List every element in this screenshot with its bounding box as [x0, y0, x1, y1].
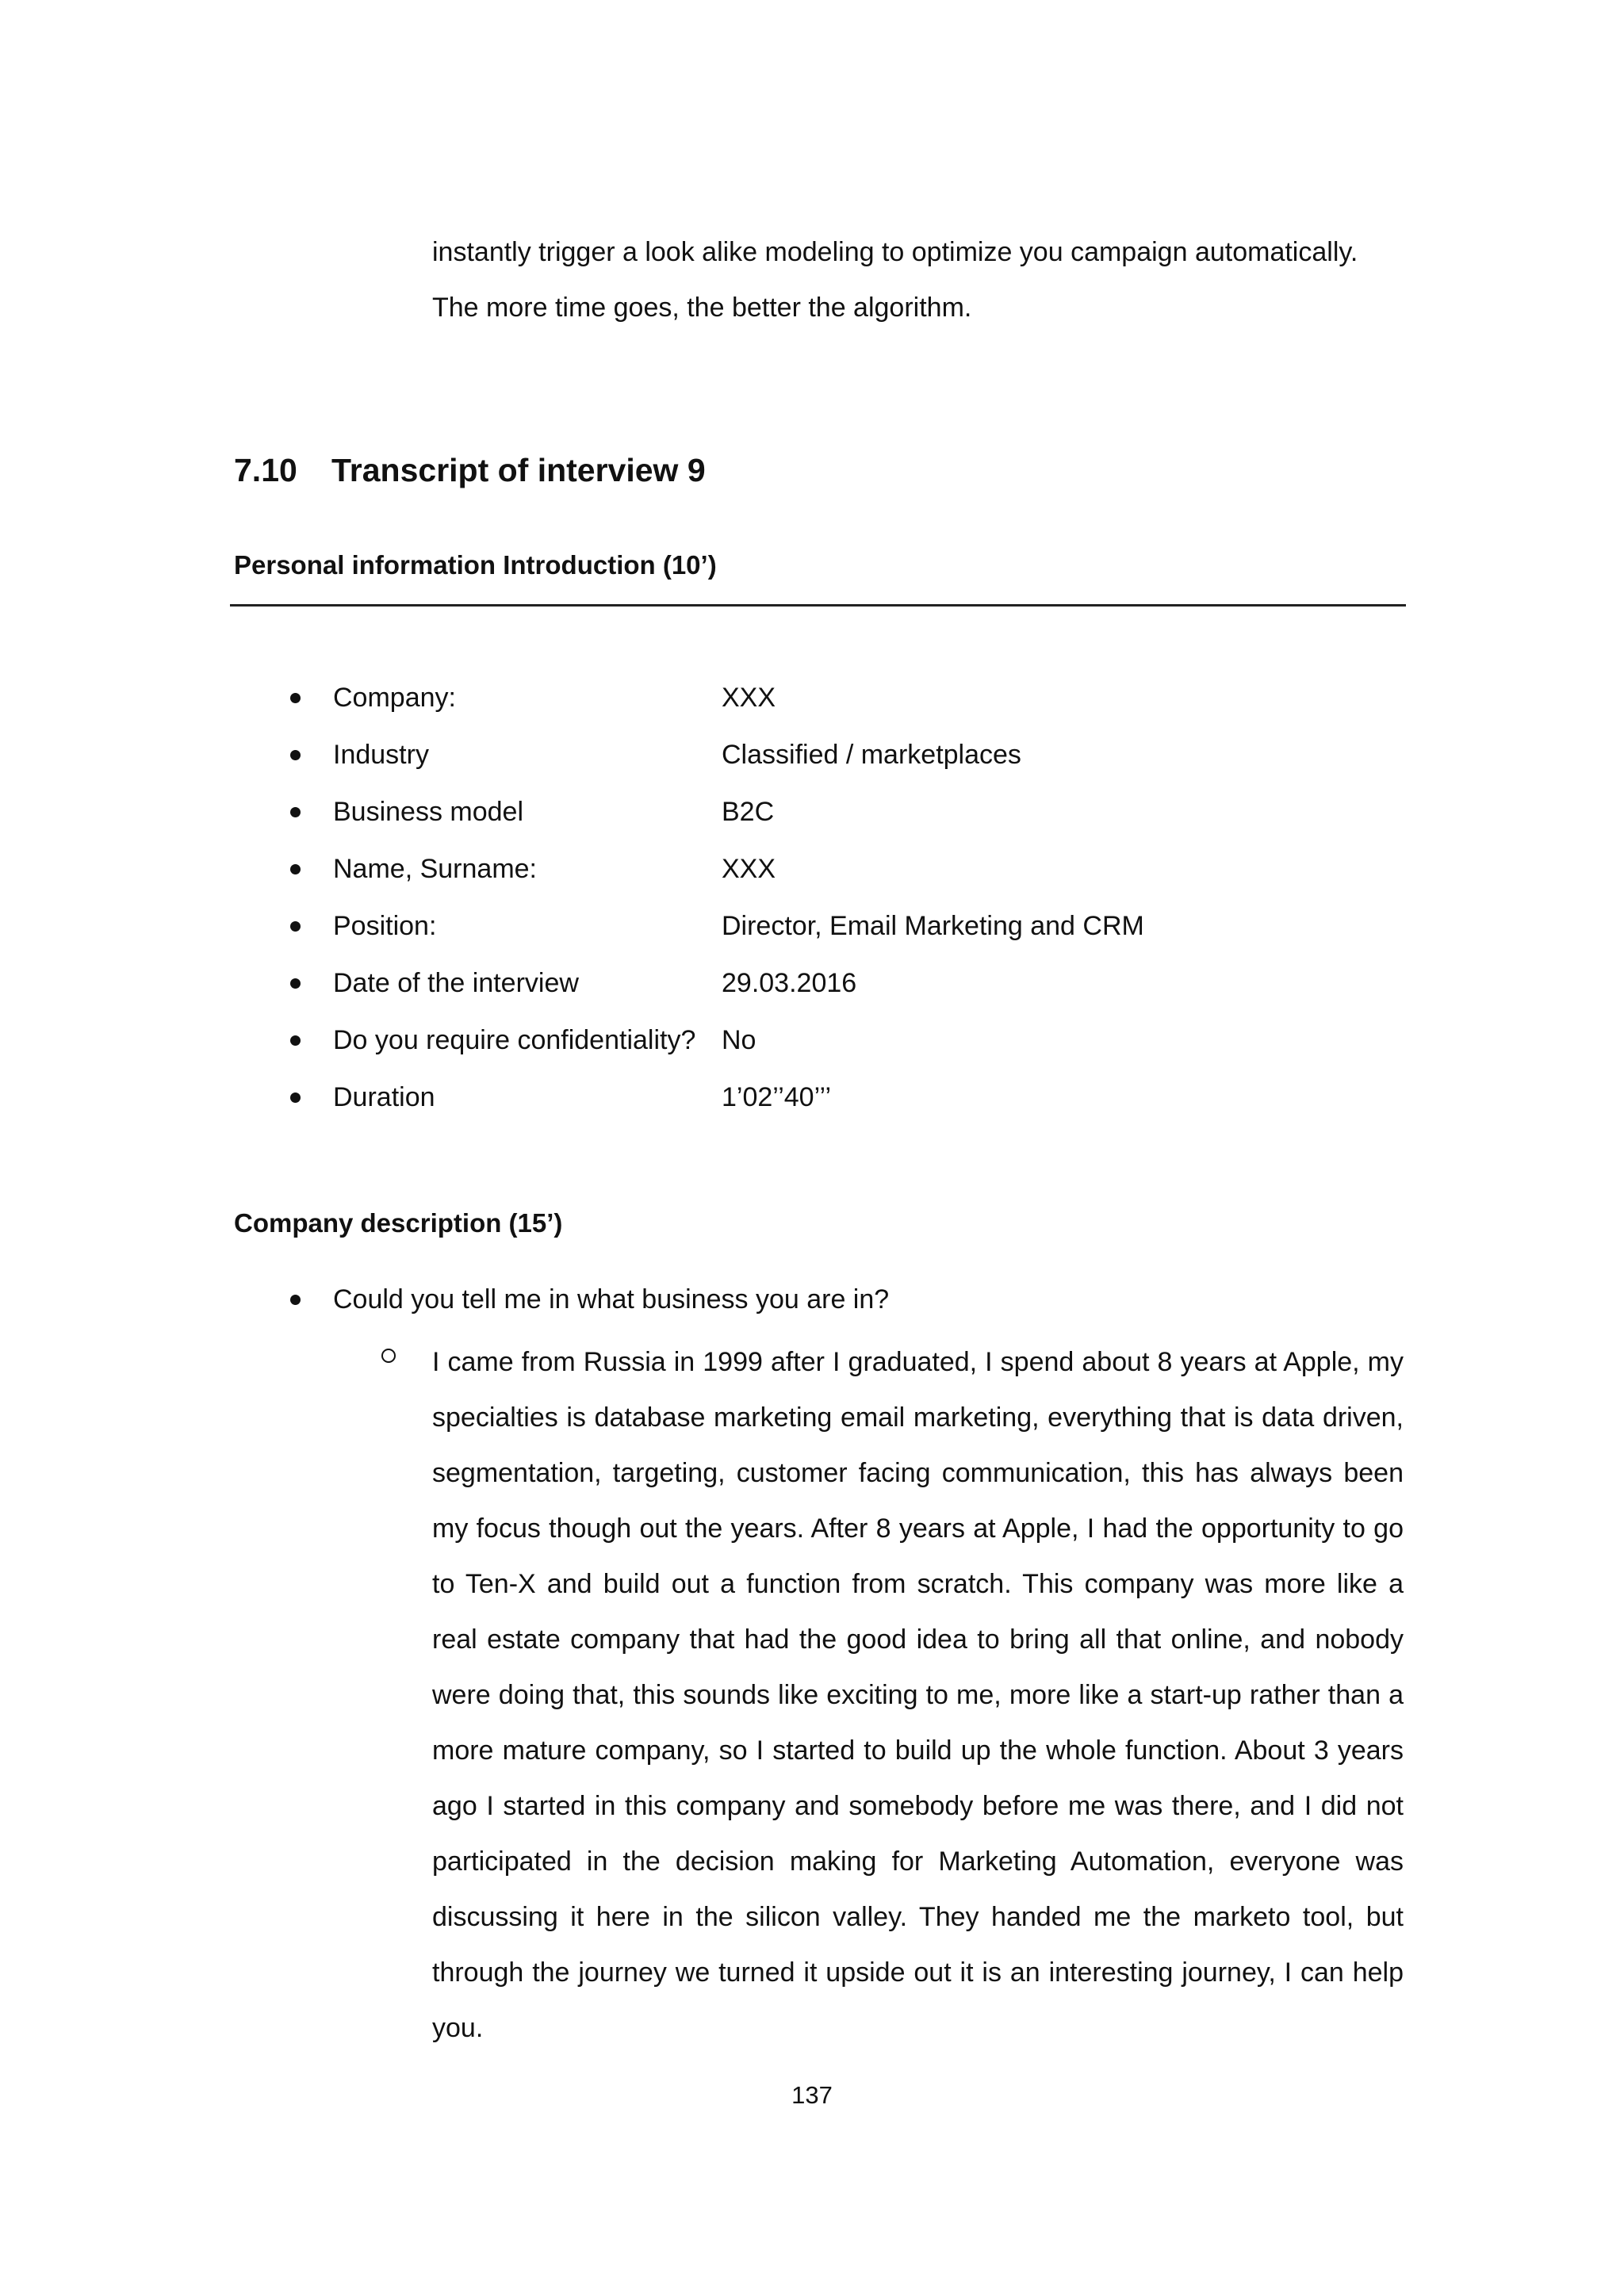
page-number: 137 [791, 2081, 833, 2109]
bullet-icon [290, 1035, 301, 1046]
info-value: XXX [722, 683, 776, 713]
bullet-icon [290, 693, 301, 703]
info-label: Position: [333, 911, 437, 941]
info-value: Director, Email Marketing and CRM [722, 911, 1144, 941]
info-value: 1’02’’40’’’ [722, 1082, 832, 1112]
bullet-icon [290, 807, 301, 817]
bullet-icon [290, 921, 301, 932]
info-label: Industry [333, 740, 429, 770]
info-label: Do you require confidentiality? [333, 1025, 696, 1055]
bullet-icon [290, 864, 301, 874]
question-text: Could you tell me in what business you are in? [333, 1284, 890, 1314]
info-label: Name, Surname: [333, 854, 537, 884]
info-value: Classified / marketplaces [722, 740, 1021, 770]
info-label: Business model [333, 797, 524, 827]
bullet-icon [290, 978, 301, 989]
company-description-heading: Company description (15’) [234, 1208, 563, 1238]
section-number: 7.10 [234, 452, 297, 488]
info-value: 29.03.2016 [722, 968, 857, 998]
info-value: XXX [722, 854, 776, 884]
info-label: Duration [333, 1082, 435, 1112]
bullet-icon [290, 1093, 301, 1103]
bullet-icon [290, 1295, 301, 1305]
info-label: Date of the interview [333, 968, 579, 998]
personal-info-heading: Personal information Introduction (10’) [234, 550, 717, 580]
info-value: B2C [722, 797, 775, 827]
info-label: Company: [333, 683, 456, 713]
horizontal-rule [230, 604, 1406, 607]
circle-bullet-icon [381, 1349, 396, 1363]
continuation-line-2: The more time goes, the better the algorithm. [432, 293, 972, 323]
continuation-line-1: instantly trigger a look alike modeling to optimize you campaign automatically. [432, 237, 1358, 267]
answer-paragraph: I came from Russia in 1999 after I graduated, I spend about 8 years at Apple, my specialties is database marketing email marketing, everything that is data driven, segmentation, targeting, customer facing communication, this has always been my focus though out the years. After 8 years at Apple, I had the opportunity to go to Ten-X and build out a function from scratch. This company was more like a real estate company that had the good idea to bring all that online, and nobody were doing that, this sounds like exciting to me, more like a start-up rather than a more mature company, so I started to build up the whole function. About 3 years ago I started in this company and somebody before me was there, and I did not participated in the decision making for Marketing Automation, everyone was discussing it here in the silicon valley. They handed me the marketo tool, but through the journey we turned it upside out it is an interesting journey, I can help you. [432, 1347, 1404, 2043]
section-heading [234, 452, 706, 489]
bullet-icon [290, 750, 301, 760]
info-value: No [722, 1025, 756, 1055]
section-title: Transcript of interview 9 [331, 452, 706, 488]
